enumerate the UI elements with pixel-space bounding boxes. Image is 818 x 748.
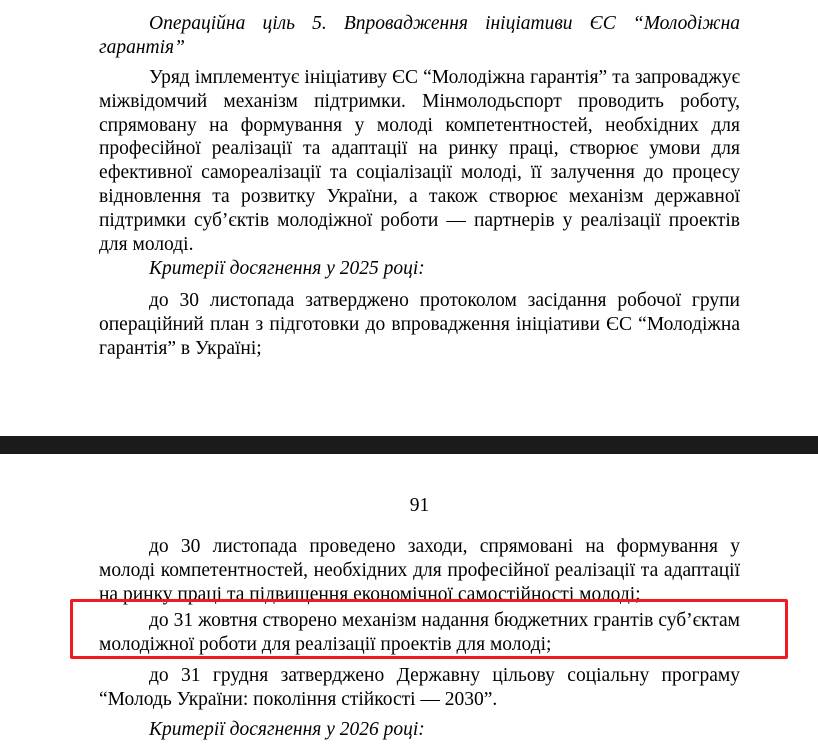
operational-goal-heading: Операційна ціль 5. Впровадження ініціативи ЄС “Молодіжна гарантія” xyxy=(99,13,740,58)
page-separator xyxy=(0,436,818,454)
criteria-item-competence-measures: до 30 листопада проведено заходи, спрямовані на формування у молоді компетентностей, необхідних для професійної реалізації та адаптації на ринку праці та підвищення економічної самостійності молоді; xyxy=(99,536,740,605)
criteria-item-state-program: до 31 грудня затверджено Державну цільову соціальну програму “Молодь України: покоління стійкості — 2030”. xyxy=(99,665,740,710)
criteria-item-grants-mechanism: до 31 жовтня створено механізм надання бюджетних грантів суб’єктам молодіжної роботи для реалізації проектів для молоді; xyxy=(99,610,740,655)
criteria-item-operational-plan: до 30 листопада затверджено протоколом засідання робочої групи операційний план з підготовки до впровадження ініціативи ЄС “Молодіжна гарантія” в Україні; xyxy=(99,290,740,359)
criteria-2026-heading: Критерії досягнення у 2026 році: xyxy=(149,719,425,740)
paragraph-government-initiative: Уряд імплементує ініціативу ЄС “Молодіжна гарантія” та запроваджує міжвідомчий механізм підтримки. Мінмолодьспорт проводить роботу, спрямовану на формування у молоді компетентностей, необхідних для професійної реалізації та адаптації на ринку праці, створює умови для ефективної самореалізації та соціалізації молоді, її залучення до процесу відновлення та розвитку України, а також створює механізм державної підтримки суб’єктів молодіжної роботи — партнерів у реалізації проектів для молоді. xyxy=(99,67,740,255)
page-number: 91 xyxy=(409,495,430,516)
criteria-2025-heading: Критерії досягнення у 2025 році: xyxy=(149,258,425,279)
